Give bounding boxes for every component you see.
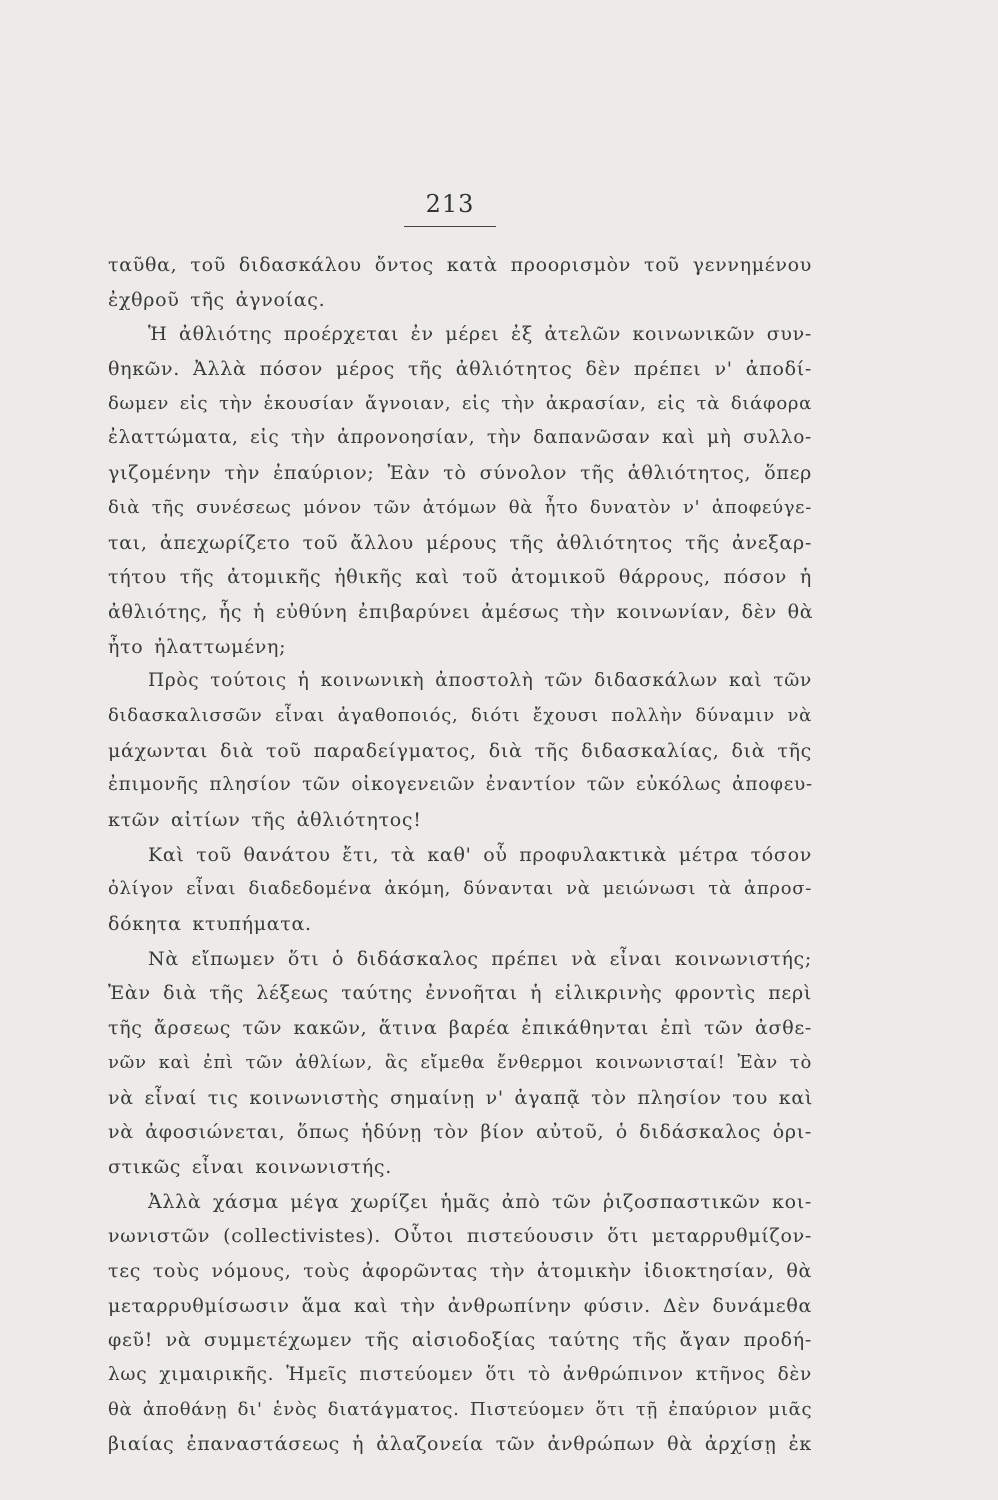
text-line: τήτου τῆς ἀτομικῆς ἠθικῆς καὶ τοῦ ἀτομικοῦ θάρρους, πόσον ἡ [108, 566, 812, 589]
text-line: ἐλαττώματα, εἰς τὴν ἀπρονοησίαν, τὴν δαπανῶσαν καὶ μὴ συλλο- [108, 427, 812, 449]
text-line: ἐχθροῦ τῆς ἀγνοίας. [108, 288, 326, 311]
page-number-rule [404, 226, 496, 227]
text-line: ἐπιμονῆς πλησίον τῶν οἰκογενειῶν ἐναντίον τῶν εὐκόλως ἀποφευ- [108, 774, 813, 796]
text-line: θὰ ἀποθάνῃ δι' ἑνὸς διατάγματος. Πιστεύομεν ὅτι τῇ ἐπαύριον μιᾶς [108, 1398, 813, 1420]
text-line: θηκῶν. Ἀλλὰ πόσον μέρος τῆς ἀθλιότητος δὲν πρέπει ν' ἀποδί- [108, 358, 812, 381]
text-line: Ἐὰν διὰ τῆς λέξεως ταύτης ἐννοῆται ἡ εἰλικρινὴς φροντὶς περὶ [108, 982, 812, 1005]
text-line: διὰ τῆς συνέσεως μόνον τῶν ἀτόμων θὰ ἦτο δυνατὸν ν' ἀποφεύγε- [108, 496, 812, 518]
text-line: φεῦ! νὰ συμμετέχωμεν τῆς αἰσιοδοξίας ταύτης τῆς ἄγαν προδή- [108, 1329, 812, 1352]
text-line: δωμεν εἰς τὴν ἑκουσίαν ἄγνοιαν, εἰς τὴν ἀκρασίαν, εἰς τὰ διάφορα [108, 392, 812, 414]
text-line: νωνιστῶν (collectivistes). Οὗτοι πιστεύουσιν ὅτι μεταρρυθμίζον- [108, 1225, 812, 1248]
text-line: βιαίας ἐπαναστάσεως ἡ ἀλαζονεία τῶν ἀνθρώπων θὰ ἀρχίσῃ ἐκ [108, 1433, 812, 1456]
text-line: Ἀλλὰ χάσμα μέγα χωρίζει ἡμᾶς ἀπὸ τῶν ῥιζοσπαστικῶν κοι- [148, 1190, 812, 1213]
text-line: ἀθλιότης, ἧς ἡ εὐθύνη ἐπιβαρύνει ἀμέσως τὴν κοινωνίαν, δὲν θὰ [108, 600, 814, 623]
text-line: Ἡ ἀθλιότης προέρχεται ἐν μέρει ἐξ ἀτελῶν κοινωνικῶν συν- [148, 323, 812, 346]
text-line: γιζομένην τὴν ἐπαύριον; Ἐὰν τὸ σύνολον τῆς ἀθλιότητος, ὅπερ [108, 462, 812, 485]
page-header [402, 192, 498, 227]
page-number: 213 [425, 190, 475, 218]
text-line: τῆς ἄρσεως τῶν κακῶν, ἅτινα βαρέα ἐπικάθηνται ἐπὶ τῶν ἀσθε- [108, 1017, 812, 1040]
text-line: στικῶς εἶναι κοινωνιστής. [108, 1155, 392, 1178]
text-line: Καὶ τοῦ θανάτου ἔτι, τὰ καθ' οὗ προφυλακτικὰ μέτρα τόσον [148, 843, 812, 866]
text-line: Νὰ εἴπωμεν ὅτι ὁ διδάσκαλος πρέπει νὰ εἶναι κοινωνιστής; [148, 947, 812, 970]
body-text [108, 248, 814, 1456]
text-line: νὰ ἀφοσιώνεται, ὅπως ἡδύνῃ τὸν βίον αὐτοῦ, ὁ διδάσκαλος ὁρι- [108, 1121, 812, 1144]
text-line: νῶν καὶ ἐπὶ τῶν ἀθλίων, ἃς εἴμεθα ἔνθερμοι κοινωνισταί! Ἐὰν τὸ [108, 1051, 812, 1073]
text-line: λως χιμαιρικῆς. Ἡμεῖς πιστεύομεν ὅτι τὸ ἀνθρώπινον κτῆνος δὲν [108, 1364, 812, 1385]
text-line: μεταρρυθμίσωσιν ἅμα καὶ τὴν ἀνθρωπίνην φύσιν. Δὲν δυνάμεθα [108, 1294, 812, 1317]
text-line: διδασκαλισσῶν εἶναι ἀγαθοποιός, διότι ἔχουσι πολλὴν δύναμιν νὰ [108, 704, 812, 726]
text-line: ὀλίγον εἶναι διαδεδομένα ἀκόμη, δύνανται νὰ μειώνωσι τὰ ἀπροσ- [108, 878, 812, 900]
text-line: ται, ἀπεχωρίζετο τοῦ ἄλλου μέρους τῆς ἀθλιότητος τῆς ἀνεξαρ- [108, 531, 812, 554]
text-line: τες τοὺς νόμους, τοὺς ἀφορῶντας τὴν ἀτομικὴν ἰδιοκτησίαν, θὰ [108, 1259, 812, 1282]
text-line: δόκητα κτυπήματα. [108, 913, 312, 936]
text-line: νὰ εἶναί τις κοινωνιστὴς σημαίνῃ ν' ἀγαπᾷ τὸν πλησίον του καὶ [108, 1086, 814, 1109]
text-line: ταῦθα, τοῦ διδασκάλου ὄντος κατὰ προορισμὸν τοῦ γεννημένου [108, 254, 812, 276]
text-line: μάχωνται διὰ τοῦ παραδείγματος, διὰ τῆς διδασκαλίας, διὰ τῆς [108, 739, 812, 762]
text-line: ἦτο ἠλαττωμένη; [108, 635, 287, 658]
text-line: κτῶν αἰτίων τῆς ἀθλιότητος! [108, 809, 422, 831]
text-line: Πρὸς τούτοις ἡ κοινωνικὴ ἀποστολὴ τῶν διδασκάλων καὶ τῶν [148, 670, 812, 692]
